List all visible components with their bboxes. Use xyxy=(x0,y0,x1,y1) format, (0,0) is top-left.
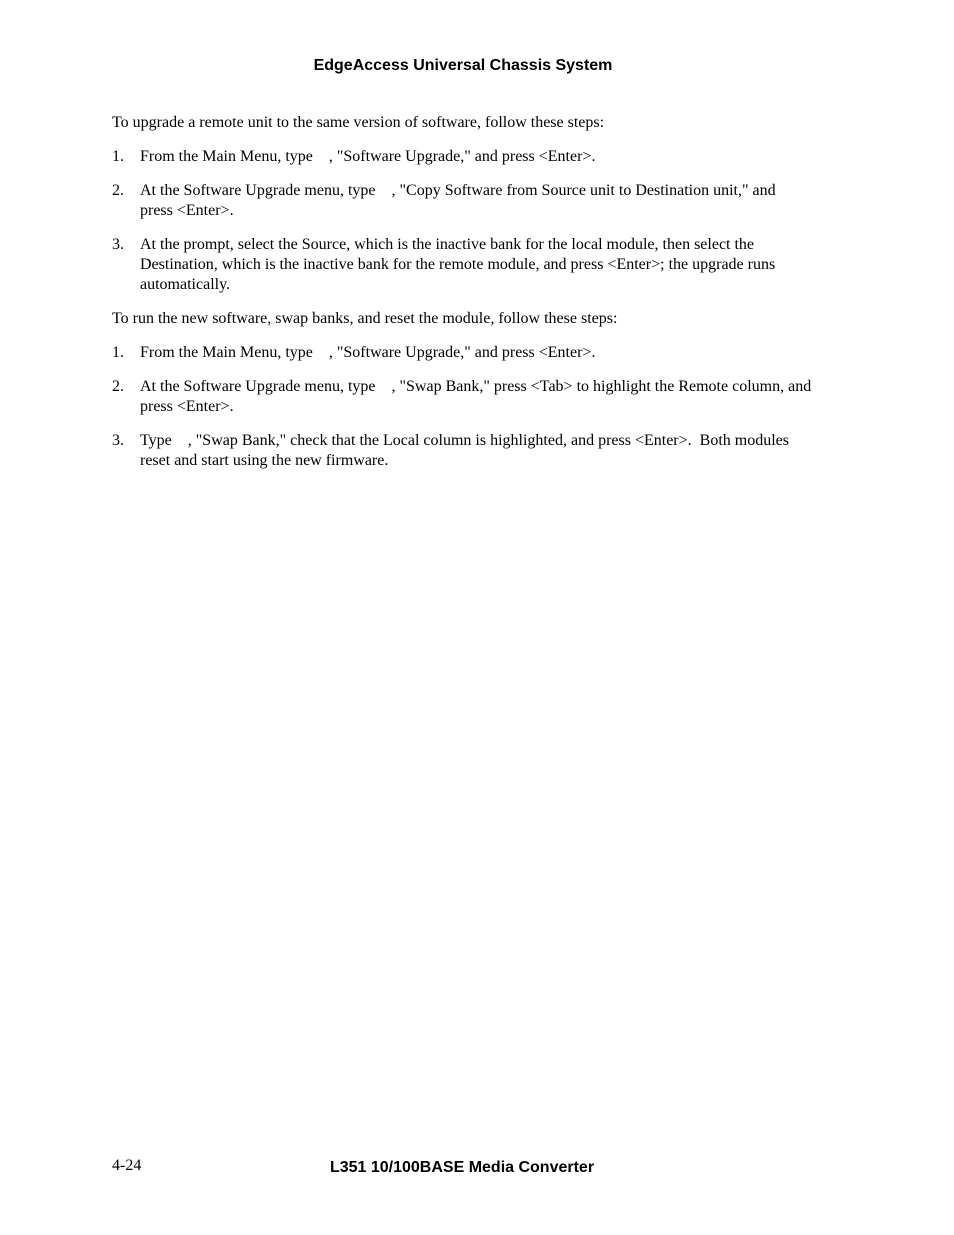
list-item xyxy=(112,181,812,221)
page-footer-title: L351 10/100BASE Media Converter xyxy=(329,1159,595,1176)
page-number: 4-24 xyxy=(112,1157,142,1174)
step-number: 2. xyxy=(112,182,124,199)
swap-section xyxy=(112,309,816,471)
swap-steps-list xyxy=(112,343,816,471)
list-item xyxy=(112,147,812,167)
upgrade-intro: To upgrade a remote unit to the same version of software, follow these steps: xyxy=(112,114,605,131)
step-text: At the prompt, select the Source, which is the inactive bank for the local module, then select the Destination, which is the inactive bank for the remote module, and press <Enter>; the upgrade runs automatically. xyxy=(140,236,780,293)
step-text: From the Main Menu, type , "Software Upgrade," and press <Enter>. xyxy=(140,148,596,165)
page-header-title: EdgeAccess Universal Chassis System xyxy=(313,57,613,74)
step-number: 3. xyxy=(112,432,124,449)
step-number: 3. xyxy=(112,236,124,253)
document-body xyxy=(112,113,816,485)
upgrade-steps-list xyxy=(112,147,812,295)
step-text: Type , "Swap Bank," check that the Local column is highlighted, and press <Enter>. Both modules reset and start using the new firmware. xyxy=(140,432,793,469)
list-item xyxy=(112,377,816,417)
list-item xyxy=(112,431,812,471)
step-number: 1. xyxy=(112,344,124,361)
step-text: At the Software Upgrade menu, type , "Swap Bank," press <Tab> to highlight the Remote column, and press <Enter>. xyxy=(140,378,816,415)
step-text: From the Main Menu, type , "Software Upgrade," and press <Enter>. xyxy=(140,344,596,361)
list-item xyxy=(112,235,812,295)
list-item xyxy=(112,343,812,363)
step-number: 2. xyxy=(112,378,124,395)
swap-intro: To run the new software, swap banks, and reset the module, follow these steps: xyxy=(112,310,618,327)
step-number: 1. xyxy=(112,148,124,165)
step-text: At the Software Upgrade menu, type , "Copy Software from Source unit to Destination unit," and press <Enter>. xyxy=(140,182,780,219)
